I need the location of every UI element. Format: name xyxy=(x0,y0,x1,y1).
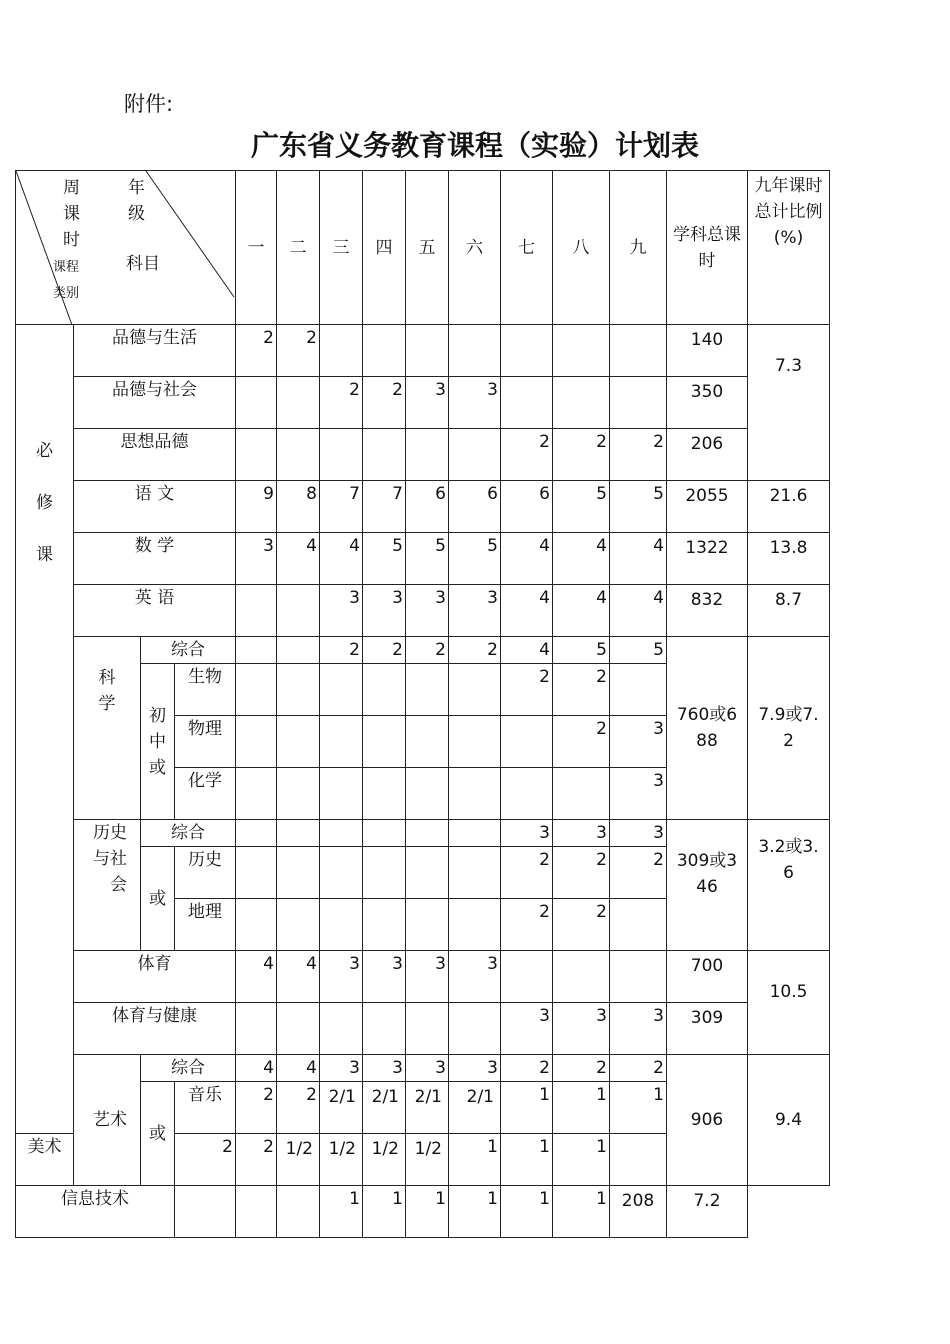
cell: 4 xyxy=(236,1055,277,1082)
cell: 6 xyxy=(449,481,501,533)
cell: 1 xyxy=(363,1186,406,1238)
grade-header-3: 三 xyxy=(320,171,363,325)
curriculum-table xyxy=(15,170,830,1238)
compulsory-label: 必修课 xyxy=(16,325,74,1134)
cell: 3 xyxy=(449,377,501,429)
subject-total: 700 xyxy=(667,951,748,1003)
subject-total: 906 xyxy=(667,1055,748,1186)
cell xyxy=(236,899,277,951)
cell: 3 xyxy=(320,951,363,1003)
cell xyxy=(553,768,610,820)
cell: 1/2 xyxy=(406,1134,449,1186)
cell: 4 xyxy=(610,585,667,637)
cell: 2 xyxy=(501,429,553,481)
cell: 2/1 xyxy=(406,1082,449,1134)
cell: 4 xyxy=(277,1055,320,1082)
grade-header-6: 六 xyxy=(449,171,501,325)
row-name: 英 语 xyxy=(74,585,236,637)
cell: 2 xyxy=(236,325,277,377)
ratio: 3.2或3.6 xyxy=(748,820,830,951)
cell: 9 xyxy=(236,481,277,533)
cell: 1 xyxy=(553,1082,610,1134)
cell: 2 xyxy=(501,1055,553,1082)
cell xyxy=(236,716,277,768)
cell: 3 xyxy=(406,1055,449,1082)
cell xyxy=(236,585,277,637)
cell: 1 xyxy=(553,1186,610,1238)
cell xyxy=(363,325,406,377)
subject-total: 208 xyxy=(610,1186,667,1238)
row-name: 音乐 xyxy=(175,1082,236,1134)
cell xyxy=(277,716,320,768)
cell: 4 xyxy=(277,533,320,585)
ratio-pe: 10.5 xyxy=(748,951,830,1055)
grade-header-9: 九 xyxy=(610,171,667,325)
cell: 3 xyxy=(610,768,667,820)
row-name: 信息技术 xyxy=(16,1186,175,1238)
cell xyxy=(449,768,501,820)
ratio-moral: 7.3 xyxy=(748,325,830,481)
cell: 3 xyxy=(501,1003,553,1055)
cell xyxy=(610,325,667,377)
cell: 3 xyxy=(501,820,553,847)
cell: 5 xyxy=(449,533,501,585)
cell: 7 xyxy=(320,481,363,533)
grade-header-4: 四 xyxy=(363,171,406,325)
history-society-label: 历史与社会 xyxy=(74,820,141,951)
row-name: 美术 xyxy=(16,1134,74,1186)
cell xyxy=(406,429,449,481)
cell: 1 xyxy=(501,1082,553,1134)
grade-header-8: 八 xyxy=(553,171,610,325)
cell: 1/2 xyxy=(277,1134,320,1186)
cell: 4 xyxy=(501,637,553,664)
cell: 4 xyxy=(501,585,553,637)
cell xyxy=(236,820,277,847)
cell: 7 xyxy=(363,481,406,533)
cell: 2 xyxy=(406,637,449,664)
cell: 2 xyxy=(363,637,406,664)
row-name: 生物 xyxy=(175,664,236,716)
cell xyxy=(449,899,501,951)
cell xyxy=(553,377,610,429)
cell: 5 xyxy=(406,533,449,585)
subject-total: 350 xyxy=(667,377,748,429)
cell xyxy=(236,768,277,820)
cell xyxy=(320,847,363,899)
corner-time: 时 xyxy=(63,230,80,250)
cell xyxy=(277,1186,320,1238)
cell: 3 xyxy=(406,585,449,637)
cell: 2 xyxy=(277,325,320,377)
cell: 5 xyxy=(610,481,667,533)
cell: 3 xyxy=(610,1003,667,1055)
cell xyxy=(501,377,553,429)
cell xyxy=(363,820,406,847)
cell xyxy=(320,325,363,377)
row-name: 数 学 xyxy=(74,533,236,585)
cell: 3 xyxy=(406,377,449,429)
cell: 2 xyxy=(610,429,667,481)
cell: 4 xyxy=(610,533,667,585)
cell xyxy=(320,716,363,768)
cell xyxy=(277,637,320,664)
cell xyxy=(363,768,406,820)
cell: 6 xyxy=(501,481,553,533)
cell: 5 xyxy=(553,637,610,664)
cell xyxy=(406,664,449,716)
cell xyxy=(406,1003,449,1055)
row-name: 化学 xyxy=(175,768,236,820)
cell: 3 xyxy=(449,585,501,637)
cell: 2 xyxy=(236,1082,277,1134)
row-name: 思想品德 xyxy=(74,429,236,481)
cell: 3 xyxy=(449,1055,501,1082)
cell xyxy=(610,899,667,951)
cell: 2 xyxy=(553,429,610,481)
ratio: 8.7 xyxy=(748,585,830,637)
cell xyxy=(501,768,553,820)
row-name: 地理 xyxy=(175,899,236,951)
cell xyxy=(406,847,449,899)
cell xyxy=(449,325,501,377)
cell xyxy=(277,377,320,429)
subject-total: 760或688 xyxy=(667,637,748,820)
cell: 2 xyxy=(175,1134,236,1186)
row-name: 综合 xyxy=(141,1055,236,1082)
cell xyxy=(277,847,320,899)
cell xyxy=(320,820,363,847)
subject-total: 206 xyxy=(667,429,748,481)
cell xyxy=(610,951,667,1003)
table-corner-header xyxy=(16,171,236,325)
ratio: 7.9或7.2 xyxy=(748,637,830,820)
cell: 2 xyxy=(501,664,553,716)
corner-grade-1: 年 xyxy=(128,178,145,198)
cell: 1 xyxy=(449,1134,501,1186)
cell: 4 xyxy=(320,533,363,585)
cell: 3 xyxy=(320,1055,363,1082)
grade-header-5: 五 xyxy=(406,171,449,325)
cell: 4 xyxy=(501,533,553,585)
cell: 8 xyxy=(277,481,320,533)
cell xyxy=(610,664,667,716)
row-name: 品德与生活 xyxy=(74,325,236,377)
cell xyxy=(236,847,277,899)
cell xyxy=(501,325,553,377)
cell xyxy=(277,768,320,820)
cell: 2 xyxy=(553,716,610,768)
cell: 4 xyxy=(553,533,610,585)
ratio: 21.6 xyxy=(748,481,830,533)
grade-header-1: 一 xyxy=(236,171,277,325)
subject-total: 832 xyxy=(667,585,748,637)
cell: 2 xyxy=(277,1082,320,1134)
document-title: 广东省义务教育课程（实验）计划表 xyxy=(250,129,699,162)
history-or-label: 或 xyxy=(141,847,175,951)
cell: 3 xyxy=(320,585,363,637)
cell: 3 xyxy=(610,716,667,768)
cell xyxy=(277,429,320,481)
cell: 1/2 xyxy=(363,1134,406,1186)
cell: 4 xyxy=(236,951,277,1003)
cell xyxy=(449,820,501,847)
corner-lesson: 课 xyxy=(63,204,80,224)
ratio: 13.8 xyxy=(748,533,830,585)
cell: 5 xyxy=(363,533,406,585)
cell xyxy=(363,429,406,481)
cell: 3 xyxy=(406,951,449,1003)
subject-total: 1322 xyxy=(667,533,748,585)
cell xyxy=(277,1003,320,1055)
cell: 2 xyxy=(320,377,363,429)
cell: 1 xyxy=(553,1134,610,1186)
subject-total: 309 xyxy=(667,1003,748,1055)
ratio-header: 九年课时总计比例(%) xyxy=(748,171,830,325)
cell: 2 xyxy=(501,847,553,899)
cell xyxy=(406,325,449,377)
cell xyxy=(320,899,363,951)
cell xyxy=(610,377,667,429)
cell: 2 xyxy=(610,847,667,899)
cell: 3 xyxy=(363,1055,406,1082)
cell: 2 xyxy=(363,377,406,429)
cell: 1/2 xyxy=(320,1134,363,1186)
arts-label: 艺术 xyxy=(74,1055,141,1186)
cell: 3 xyxy=(610,820,667,847)
cell: 1 xyxy=(449,1186,501,1238)
row-name: 体育 xyxy=(74,951,236,1003)
cell xyxy=(236,664,277,716)
cell: 2 xyxy=(320,637,363,664)
row-name: 物理 xyxy=(175,716,236,768)
row-name: 综合 xyxy=(141,820,236,847)
ratio: 7.2 xyxy=(667,1186,748,1238)
cell xyxy=(236,1186,277,1238)
cell xyxy=(320,664,363,716)
cell: 3 xyxy=(363,951,406,1003)
subject-total: 140 xyxy=(667,325,748,377)
attachment-label: 附件: xyxy=(124,92,174,116)
cell xyxy=(501,716,553,768)
cell xyxy=(236,1003,277,1055)
cell xyxy=(175,1186,236,1238)
row-name: 综合 xyxy=(141,637,236,664)
cell xyxy=(363,899,406,951)
cell xyxy=(449,716,501,768)
cell xyxy=(553,951,610,1003)
cell xyxy=(406,899,449,951)
cell xyxy=(277,820,320,847)
cell: 2/1 xyxy=(363,1082,406,1134)
cell: 3 xyxy=(449,951,501,1003)
cell xyxy=(363,664,406,716)
cell xyxy=(406,820,449,847)
cell: 3 xyxy=(363,585,406,637)
cell: 2/1 xyxy=(449,1082,501,1134)
corner-week: 周 xyxy=(63,178,80,198)
corner-category: 课程类别 xyxy=(53,260,80,301)
cell xyxy=(406,768,449,820)
cell xyxy=(501,951,553,1003)
science-or-label: 初中或 xyxy=(141,664,175,820)
cell: 2 xyxy=(236,1134,277,1186)
row-name: 语 文 xyxy=(74,481,236,533)
row-name: 体育与健康 xyxy=(74,1003,236,1055)
science-label: 科学 xyxy=(74,637,141,820)
cell: 2 xyxy=(553,847,610,899)
cell xyxy=(449,664,501,716)
cell: 1 xyxy=(610,1082,667,1134)
cell: 1 xyxy=(501,1134,553,1186)
grade-header-2: 二 xyxy=(277,171,320,325)
cell xyxy=(449,1003,501,1055)
cell: 5 xyxy=(610,637,667,664)
cell: 2 xyxy=(553,664,610,716)
cell: 1 xyxy=(501,1186,553,1238)
subject-total: 309或346 xyxy=(667,820,748,951)
row-name: 历史 xyxy=(175,847,236,899)
cell: 1 xyxy=(320,1186,363,1238)
cell: 4 xyxy=(553,585,610,637)
subject-total: 2055 xyxy=(667,481,748,533)
cell xyxy=(320,768,363,820)
corner-diagonals xyxy=(16,171,235,325)
row-name: 品德与社会 xyxy=(74,377,236,429)
cell: 2 xyxy=(553,899,610,951)
cell xyxy=(236,637,277,664)
cell xyxy=(320,1003,363,1055)
cell xyxy=(363,847,406,899)
grade-header-7: 七 xyxy=(501,171,553,325)
corner-grade-2: 级 xyxy=(128,204,145,224)
cell xyxy=(449,429,501,481)
cell xyxy=(320,429,363,481)
cell xyxy=(553,325,610,377)
cell: 1 xyxy=(406,1186,449,1238)
cell xyxy=(449,847,501,899)
cell xyxy=(363,716,406,768)
cell xyxy=(277,585,320,637)
cell: 3 xyxy=(553,820,610,847)
cell: 5 xyxy=(553,481,610,533)
cell: 2 xyxy=(449,637,501,664)
arts-or-label: 或 xyxy=(141,1082,175,1186)
cell: 2 xyxy=(553,1055,610,1082)
cell xyxy=(236,377,277,429)
subject-total-header: 学科总课时 xyxy=(667,171,748,325)
cell: 3 xyxy=(553,1003,610,1055)
cell: 4 xyxy=(277,951,320,1003)
cell xyxy=(277,664,320,716)
ratio: 9.4 xyxy=(748,1055,830,1186)
corner-subject: 科目 xyxy=(126,254,160,274)
cell: 2 xyxy=(501,899,553,951)
cell xyxy=(236,429,277,481)
cell: 2 xyxy=(610,1055,667,1082)
cell: 2/1 xyxy=(320,1082,363,1134)
cell: 3 xyxy=(236,533,277,585)
cell xyxy=(406,716,449,768)
cell xyxy=(363,1003,406,1055)
cell xyxy=(277,899,320,951)
cell: 6 xyxy=(406,481,449,533)
